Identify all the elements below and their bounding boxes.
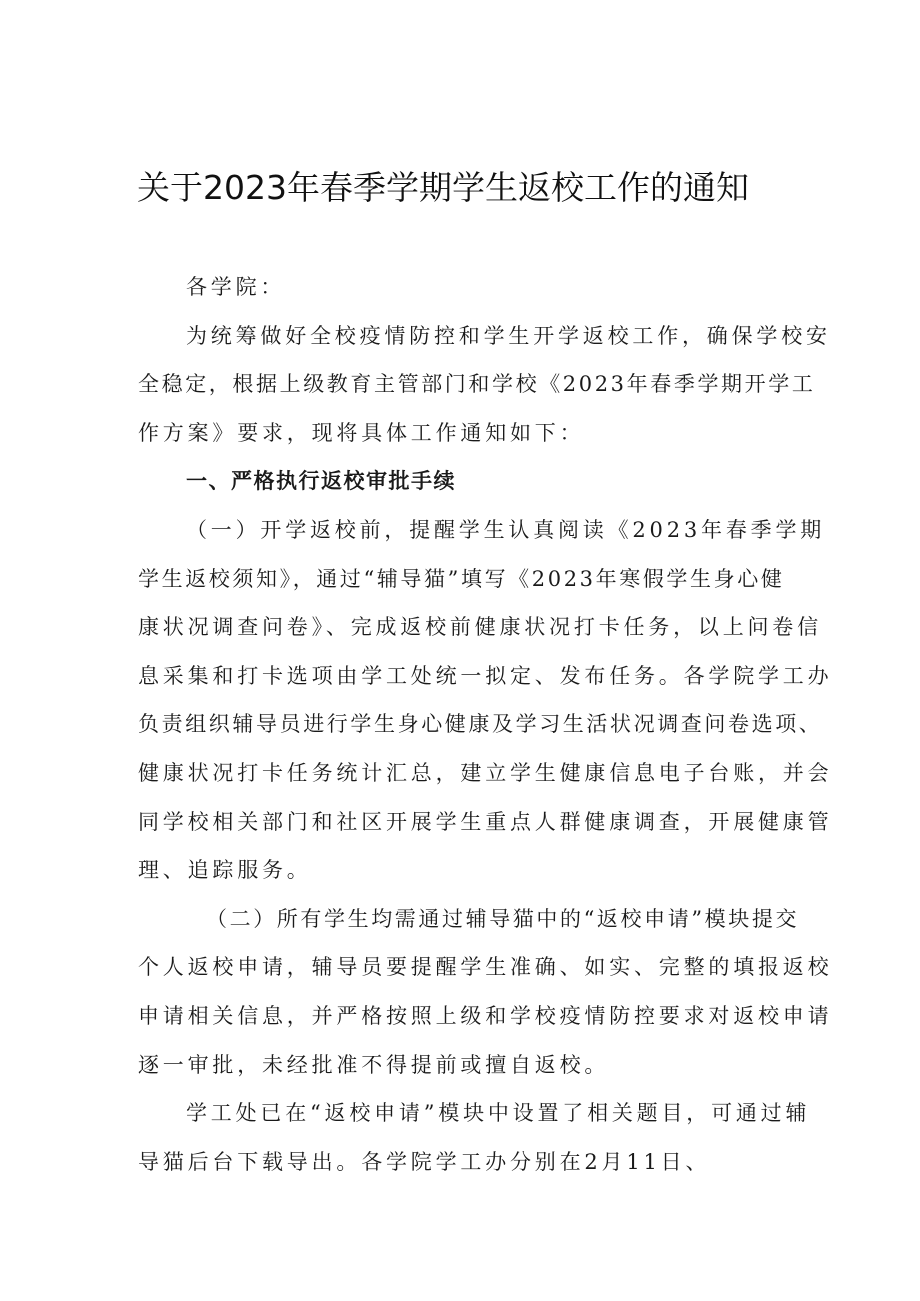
document-body — [138, 263, 833, 1186]
paragraph-line: （二）所有学生均需通过辅导猫中的“返校申请”模块提交 — [206, 906, 800, 931]
paragraph-line: 负责组织辅导员进行学生身心健康及学习生活状况调查问卷选项、 — [138, 712, 823, 737]
paragraph-line: 学生返校须知》，通过“辅导猫”填写《2023年寒假学生身心健 — [138, 566, 785, 591]
paragraph-line: 申请相关信息，并严格按照上级和学校疫情防控要求对返校申请 — [138, 1003, 833, 1028]
paragraph-line: 理、追踪服务。 — [138, 858, 312, 883]
section-heading: 一、严格执行返校审批手续 — [186, 469, 456, 494]
paragraph-line: 个人返校申请，辅导员要提醒学生准确、如实、完整的填报返校 — [138, 955, 833, 980]
paragraph-line: 作方案》要求，现将具体工作通知如下： — [138, 420, 585, 445]
paragraph-line: 健康状况打卡任务统计汇总，建立学生健康信息电子台账，并会 — [138, 760, 833, 785]
salutation-line: 各学院： — [186, 275, 286, 299]
paragraph-line: 康状况调查问卷》、完成返校前健康状况打卡任务，以上问卷信 — [138, 615, 822, 640]
paragraph-line: 逐一审批，未经批准不得提前或擅自返校。 — [138, 1052, 610, 1077]
paragraph-line: 学工处已在“返校申请”模块中设置了相关题目，可通过辅 — [186, 1101, 811, 1126]
paragraph-line: 全稳定，根据上级教育主管部门和学校《2023年春季学期开学工 — [138, 372, 816, 397]
paragraph-line: 为统筹做好全校疫情防控和学生开学返校工作，确保学校安 — [186, 323, 831, 348]
document-title: 关于2023年春季学期学生返校工作的通知 — [137, 168, 749, 207]
paragraph-line: 同学校相关部门和社区开展学生重点人群健康调查，开展健康管 — [138, 809, 833, 834]
paragraph-line: 导猫后台下载导出。各学院学工办分别在2月11日、 — [138, 1149, 711, 1174]
paragraph-line: 息采集和打卡选项由学工处统一拟定、发布任务。各学院学工办 — [138, 663, 833, 688]
paragraph-line: （一）开学返校前，提醒学生认真阅读《2023年春季学期 — [186, 517, 826, 542]
